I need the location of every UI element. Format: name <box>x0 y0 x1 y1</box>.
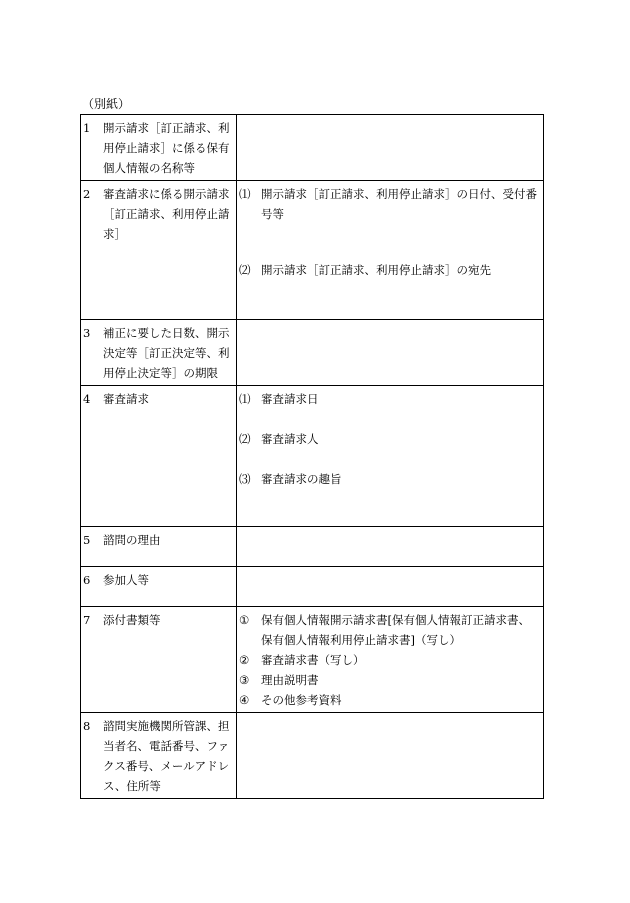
row-content-cell <box>237 181 544 320</box>
row-number: 3 <box>83 326 91 340</box>
row-content-cell <box>237 567 544 607</box>
row-number: 6 <box>83 573 91 587</box>
table-row <box>81 115 544 181</box>
list-item <box>239 469 541 489</box>
item-text: 審査請求の趣旨 <box>261 472 342 486</box>
row-number: 1 <box>83 121 91 135</box>
row-label: 審査請求に係る開示請求［訂正請求、利用停止請求］ <box>103 187 230 241</box>
item-marker: ⑵ <box>239 432 251 446</box>
item-text: その他参考資料 <box>261 693 342 707</box>
row-number: 5 <box>83 533 91 547</box>
row-label-cell <box>81 567 237 607</box>
row-label-cell <box>81 713 237 799</box>
row-label: 参加人等 <box>103 573 149 587</box>
item-text: 審査請求書（写し） <box>261 653 365 667</box>
row-label: 諮問の理由 <box>103 533 161 547</box>
item-marker: ② <box>239 653 250 667</box>
row-label: 審査請求 <box>103 392 149 406</box>
row-number: 8 <box>83 719 91 733</box>
item-text: 審査請求日 <box>261 392 319 406</box>
item-text: 審査請求人 <box>261 432 319 446</box>
row-label-cell <box>81 527 237 567</box>
row-content-cell <box>237 386 544 527</box>
row-label-cell <box>81 386 237 527</box>
table-row <box>81 181 544 320</box>
row-label-cell <box>81 181 237 320</box>
list-item <box>239 389 541 409</box>
item-marker: ⑴ <box>239 187 251 201</box>
row-content-cell <box>237 607 544 713</box>
item-marker: ④ <box>239 693 250 707</box>
item-marker: ① <box>239 613 250 627</box>
row-number: 7 <box>83 613 91 627</box>
list-item <box>239 260 541 280</box>
row-label: 補正に要した日数、開示決定等［訂正決定等、利用停止決定等］の期限 <box>103 326 230 380</box>
item-text: 開示請求［訂正請求、利用停止請求］の日付、受付番号等 <box>261 187 537 221</box>
row-label-cell <box>81 607 237 713</box>
table-row <box>81 527 544 567</box>
item-marker: ⑵ <box>239 263 251 277</box>
annex-label: （別紙） <box>82 97 131 111</box>
row-content-cell <box>237 713 544 799</box>
list-item <box>239 670 541 690</box>
row-content-cell <box>237 320 544 386</box>
list-item <box>239 184 541 224</box>
table-row <box>81 320 544 386</box>
list-item <box>239 610 541 650</box>
item-marker: ⑴ <box>239 392 251 406</box>
list-item <box>239 690 541 710</box>
row-label: 諮問実施機関所管課、担当者名、電話番号、ファクス番号、メールアドレス、住所等 <box>103 719 230 793</box>
item-text: 開示請求［訂正請求、利用停止請求］の宛先 <box>261 263 491 277</box>
table-row <box>81 607 544 713</box>
row-number: 4 <box>83 392 91 406</box>
row-label-cell <box>81 115 237 181</box>
row-label-cell <box>81 320 237 386</box>
item-marker: ③ <box>239 673 250 687</box>
form-table <box>80 114 544 799</box>
table-row <box>81 567 544 607</box>
row-number: 2 <box>83 187 91 201</box>
item-marker: ⑶ <box>239 472 251 486</box>
item-text: 保有個人情報開示請求書[保有個人情報訂正請求書、保有個人情報利用停止請求書]（写し） <box>261 613 530 647</box>
row-content-cell <box>237 115 544 181</box>
item-text: 理由説明書 <box>261 673 319 687</box>
table-row <box>81 386 544 527</box>
row-label: 添付書類等 <box>103 613 161 627</box>
list-item <box>239 650 541 670</box>
row-label: 開示請求［訂正請求、利用停止請求］に係る保有個人情報の名称等 <box>103 121 230 175</box>
table-row <box>81 713 544 799</box>
row-content-cell <box>237 527 544 567</box>
list-item <box>239 429 541 449</box>
